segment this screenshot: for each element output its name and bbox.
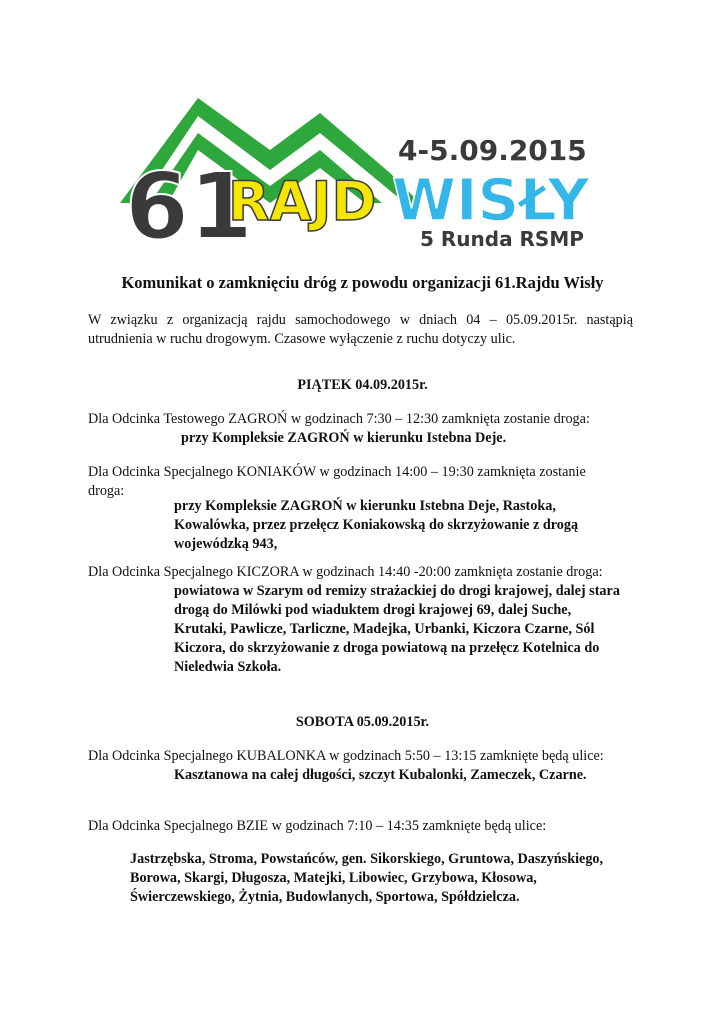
day1-section2-roads-line3: wojewódzką 943, bbox=[174, 536, 278, 552]
day1-section1-intro: Dla Odcinka Testowego ZAGROŃ w godzinach 7:30 – 12:30 zamknięta zostanie droga: bbox=[88, 411, 590, 427]
rally-logo bbox=[120, 88, 620, 253]
day2-heading: SOBOTA 05.09.2015r. bbox=[295, 714, 430, 730]
day1-section1-roads: przy Kompleksie ZAGROŃ w kierunku Istebna Deje. bbox=[181, 430, 507, 446]
day1-section3-intro: Dla Odcinka Specjalnego KICZORA w godzinach 14:40 -20:00 zamknięta zostanie droga: bbox=[88, 564, 603, 580]
day1-section2-roads-line2: Kowalówka, przez przełęcz Koniakowską do skrzyżowanie z drogą bbox=[174, 517, 579, 533]
day1-section3-roads-line1: powiatowa w Szarym od remizy strażackiej do drogi krajowej, dalej stara bbox=[174, 583, 620, 599]
day2-section2-roads-line3: Świerczewskiego, Żytnia, Budowlanych, Sportowa, Spółdzielcza. bbox=[130, 889, 520, 905]
logo-number: 61 bbox=[125, 153, 254, 253]
day1-section2-intro-line2: droga: bbox=[88, 483, 125, 499]
page-title: Komunikat o zamknięciu dróg z powodu organizacji 61.Rajdu Wisły bbox=[121, 273, 604, 292]
day1-heading: PIĄTEK 04.09.2015r. bbox=[297, 377, 428, 393]
day1-section3-roads-line3: Krutaki, Pawlicze, Tarliczne, Madejka, Urbanki, Kiczora Czarne, Sól bbox=[174, 621, 595, 637]
logo-round: 5 Runda RSMP bbox=[420, 227, 584, 251]
day2-section1-intro: Dla Odcinka Specjalnego KUBALONKA w godzinach 5:50 – 13:15 zamknięte będą ulice: bbox=[88, 748, 604, 764]
intro-paragraph: W związku z organizacją rajdu samochodowego w dniach 04 – 05.09.2015r. nastąpią utrudnienia w ruchu drogowym. Czasowe wyłączenie z ruchu dotyczy ulic. bbox=[88, 312, 633, 347]
day1-section2-intro-line1: Dla Odcinka Specjalnego KONIAKÓW w godzinach 14:00 – 19:30 zamknięta zostanie bbox=[88, 464, 586, 480]
day1-section2-roads-line1: przy Kompleksie ZAGROŃ w kierunku Istebna Deje, Rastoka, bbox=[174, 498, 556, 514]
day2-section1-roads: Kasztanowa na całej długości, szczyt Kubalonki, Zameczek, Czarne. bbox=[174, 767, 587, 783]
logo-word-rajd: RAJD bbox=[228, 170, 377, 233]
logo-dates: 4-5.09.2015 bbox=[398, 134, 587, 167]
day1-section3-roads-line4: Kiczora, do skrzyżowanie z droga powiatową na przełęcz Kotelnica do bbox=[174, 640, 600, 656]
day1-section3-roads-line2: drogą do Milówki pod wiaduktem drogi krajowej 69, dalej Suche, bbox=[174, 602, 572, 618]
day2-section2-roads-line2: Borowa, Skargi, Długosza, Matejki, Libowiec, Grzybowa, Kłosowa, bbox=[130, 870, 537, 886]
logo-word-wisly: WISŁY bbox=[392, 166, 590, 234]
day2-section2-roads-line1: Jastrzębska, Stroma, Powstańców, gen. Sikorskiego, Gruntowa, Daszyńskiego, bbox=[130, 851, 604, 867]
day2-section2-intro: Dla Odcinka Specjalnego BZIE w godzinach 7:10 – 14:35 zamknięte będą ulice: bbox=[88, 818, 547, 834]
day1-section3-roads-line5: Nieledwia Szkoła. bbox=[174, 659, 282, 675]
